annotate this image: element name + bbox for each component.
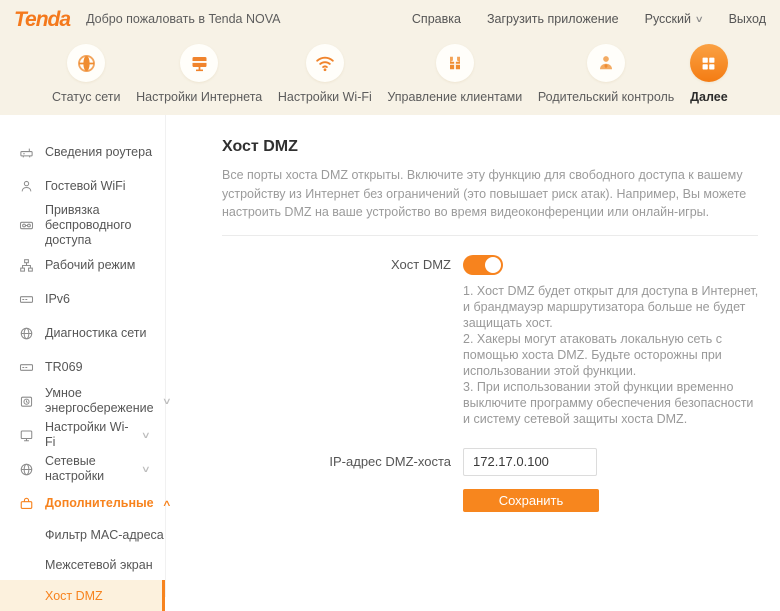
header-links: [412, 12, 766, 26]
globe-status-icon: [67, 44, 105, 82]
bind-icon: [19, 218, 34, 233]
toggle-knob: [485, 257, 501, 273]
card-icon: [19, 292, 34, 307]
toolbox-icon: [19, 496, 34, 511]
chevron-down-icon: ∨: [161, 395, 172, 406]
sidebar-item-label: Гостевой WiFi: [45, 178, 126, 193]
sidebar-item-3[interactable]: [0, 203, 165, 248]
energy-icon: [19, 394, 34, 409]
dmz-note-1: 1. Хост DMZ будет открыт для доступа в Интернет, и брандмауэр маршрутизатора больше не будет защищать хост.: [463, 283, 759, 330]
save-button[interactable]: Сохранить: [463, 489, 599, 512]
sidebar-item-label: Привязка беспроводного доступа: [45, 203, 132, 247]
monitor-line-icon: [19, 428, 34, 443]
nav-item-label: Настройки Wi-Fi: [277, 90, 372, 104]
header-link-3[interactable]: Русский ∨: [644, 12, 704, 26]
sidebar-item-label: Диагностика сети: [45, 325, 147, 340]
welcome-text: Добро пожаловать в Tenda NOVA: [86, 12, 281, 26]
sidebar-item-5[interactable]: [0, 282, 165, 316]
chevron-up-icon: ∧: [161, 497, 172, 508]
sidebar-item-1[interactable]: [0, 135, 165, 169]
sidebar-item-11[interactable]: [0, 486, 172, 520]
nav-item-label: Настройки Интернета: [136, 90, 263, 104]
internet-monitor-icon: [180, 44, 218, 82]
ip-input[interactable]: [463, 448, 597, 476]
top-header: [0, 0, 780, 38]
divider: [222, 235, 758, 236]
nav-item-4[interactable]: [387, 44, 522, 115]
clients-vest-icon: [436, 44, 474, 82]
globe-line-icon: [19, 326, 34, 341]
sidebar-subitem-1[interactable]: Фильтр MAC-адреса: [45, 528, 164, 542]
workmode-icon: [19, 258, 34, 273]
nav-item-5[interactable]: [538, 44, 674, 115]
header-link-4[interactable]: Выход: [728, 12, 766, 26]
tenda-logo: Tenda: [14, 7, 71, 31]
sidebar-item-8[interactable]: [0, 384, 172, 418]
dmz-toggle[interactable]: [463, 255, 503, 275]
wifi-icon: [306, 44, 344, 82]
chevron-down-icon: ∨: [141, 463, 152, 474]
card-icon: [19, 360, 34, 375]
sidebar-item-6[interactable]: [0, 316, 165, 350]
dmz-note-2: 2. Хакеры могут атаковать локальную сеть с помощью хоста DMZ. Будьте осторожны при использовании этой функции.: [463, 331, 723, 378]
parental-person-icon: [587, 44, 625, 82]
page-description: Все порты хоста DMZ открыты. Включите эту функцию для свободного доступа к вашему устройству из Интернет без ограничений (это повышает риск атак). Например, Вы можете настроить DMZ на ваше устройство во время видеоконференции или онлайн-игры.: [222, 168, 747, 219]
dmz-form: [222, 255, 761, 512]
sidebar-item-label: Настройки Wi-Fi: [45, 420, 129, 449]
nav-item-label: Далее: [690, 90, 728, 104]
nav-item-3[interactable]: [278, 44, 372, 115]
sidebar-item-4[interactable]: [0, 248, 165, 282]
dmz-note-3: 3. При использовании этой функции временно выключите программу обеспечения безопасности и систему сетевой защиты хоста DMZ.: [463, 379, 754, 426]
sidebar-item-9[interactable]: [0, 418, 165, 452]
header-link-1[interactable]: Справка: [411, 12, 461, 26]
sidebar-item-label: IPv6: [45, 291, 71, 306]
sidebar-item-10[interactable]: [0, 452, 165, 486]
nav-item-2[interactable]: [136, 44, 262, 115]
sidebar-subitem-3[interactable]: Хост DMZ: [0, 580, 165, 611]
router-icon: [19, 145, 34, 160]
sidebar-item-label: Дополнительные: [45, 495, 154, 510]
sidebar-item-label: TR069: [45, 359, 83, 374]
dmz-notes: [463, 283, 761, 427]
chevron-down-icon: ∨: [694, 13, 704, 24]
sidebar: [0, 115, 172, 603]
nav-item-6[interactable]: [690, 44, 728, 115]
sidebar-item-7[interactable]: [0, 350, 165, 384]
chevron-down-icon: ∨: [141, 429, 152, 440]
dmz-toggle-label: Хост DMZ: [391, 256, 451, 272]
main-nav: [0, 38, 780, 115]
button-row: [222, 489, 761, 512]
nav-item-label: Управление клиентами: [387, 90, 523, 104]
page-title: Хост DMZ: [222, 138, 298, 155]
header-link-2[interactable]: Загрузить приложение: [486, 12, 619, 26]
person-icon: [19, 179, 34, 194]
sidebar-item-label: Сетевые настройки: [45, 454, 105, 483]
sidebar-item-label: Рабочий режим: [45, 257, 136, 272]
sidebar-item-label: Умное энергосбережение: [45, 386, 154, 415]
sidebar-item-label: Сведения роутера: [45, 144, 153, 159]
nav-item-1[interactable]: [52, 44, 120, 115]
nav-item-label: Статус сети: [52, 90, 121, 104]
nav-item-label: Родительский контроль: [537, 90, 675, 104]
ip-row: [222, 448, 761, 476]
toggle-row: [222, 255, 761, 275]
main-content: [166, 115, 780, 597]
ip-field-label: IP-адрес DMZ-хоста: [329, 453, 451, 469]
globe-line-icon: [19, 462, 34, 477]
sidebar-subitem-2[interactable]: Межсетевой экран: [45, 558, 153, 572]
sidebar-item-2[interactable]: [0, 169, 165, 203]
grid-icon: [690, 44, 728, 82]
